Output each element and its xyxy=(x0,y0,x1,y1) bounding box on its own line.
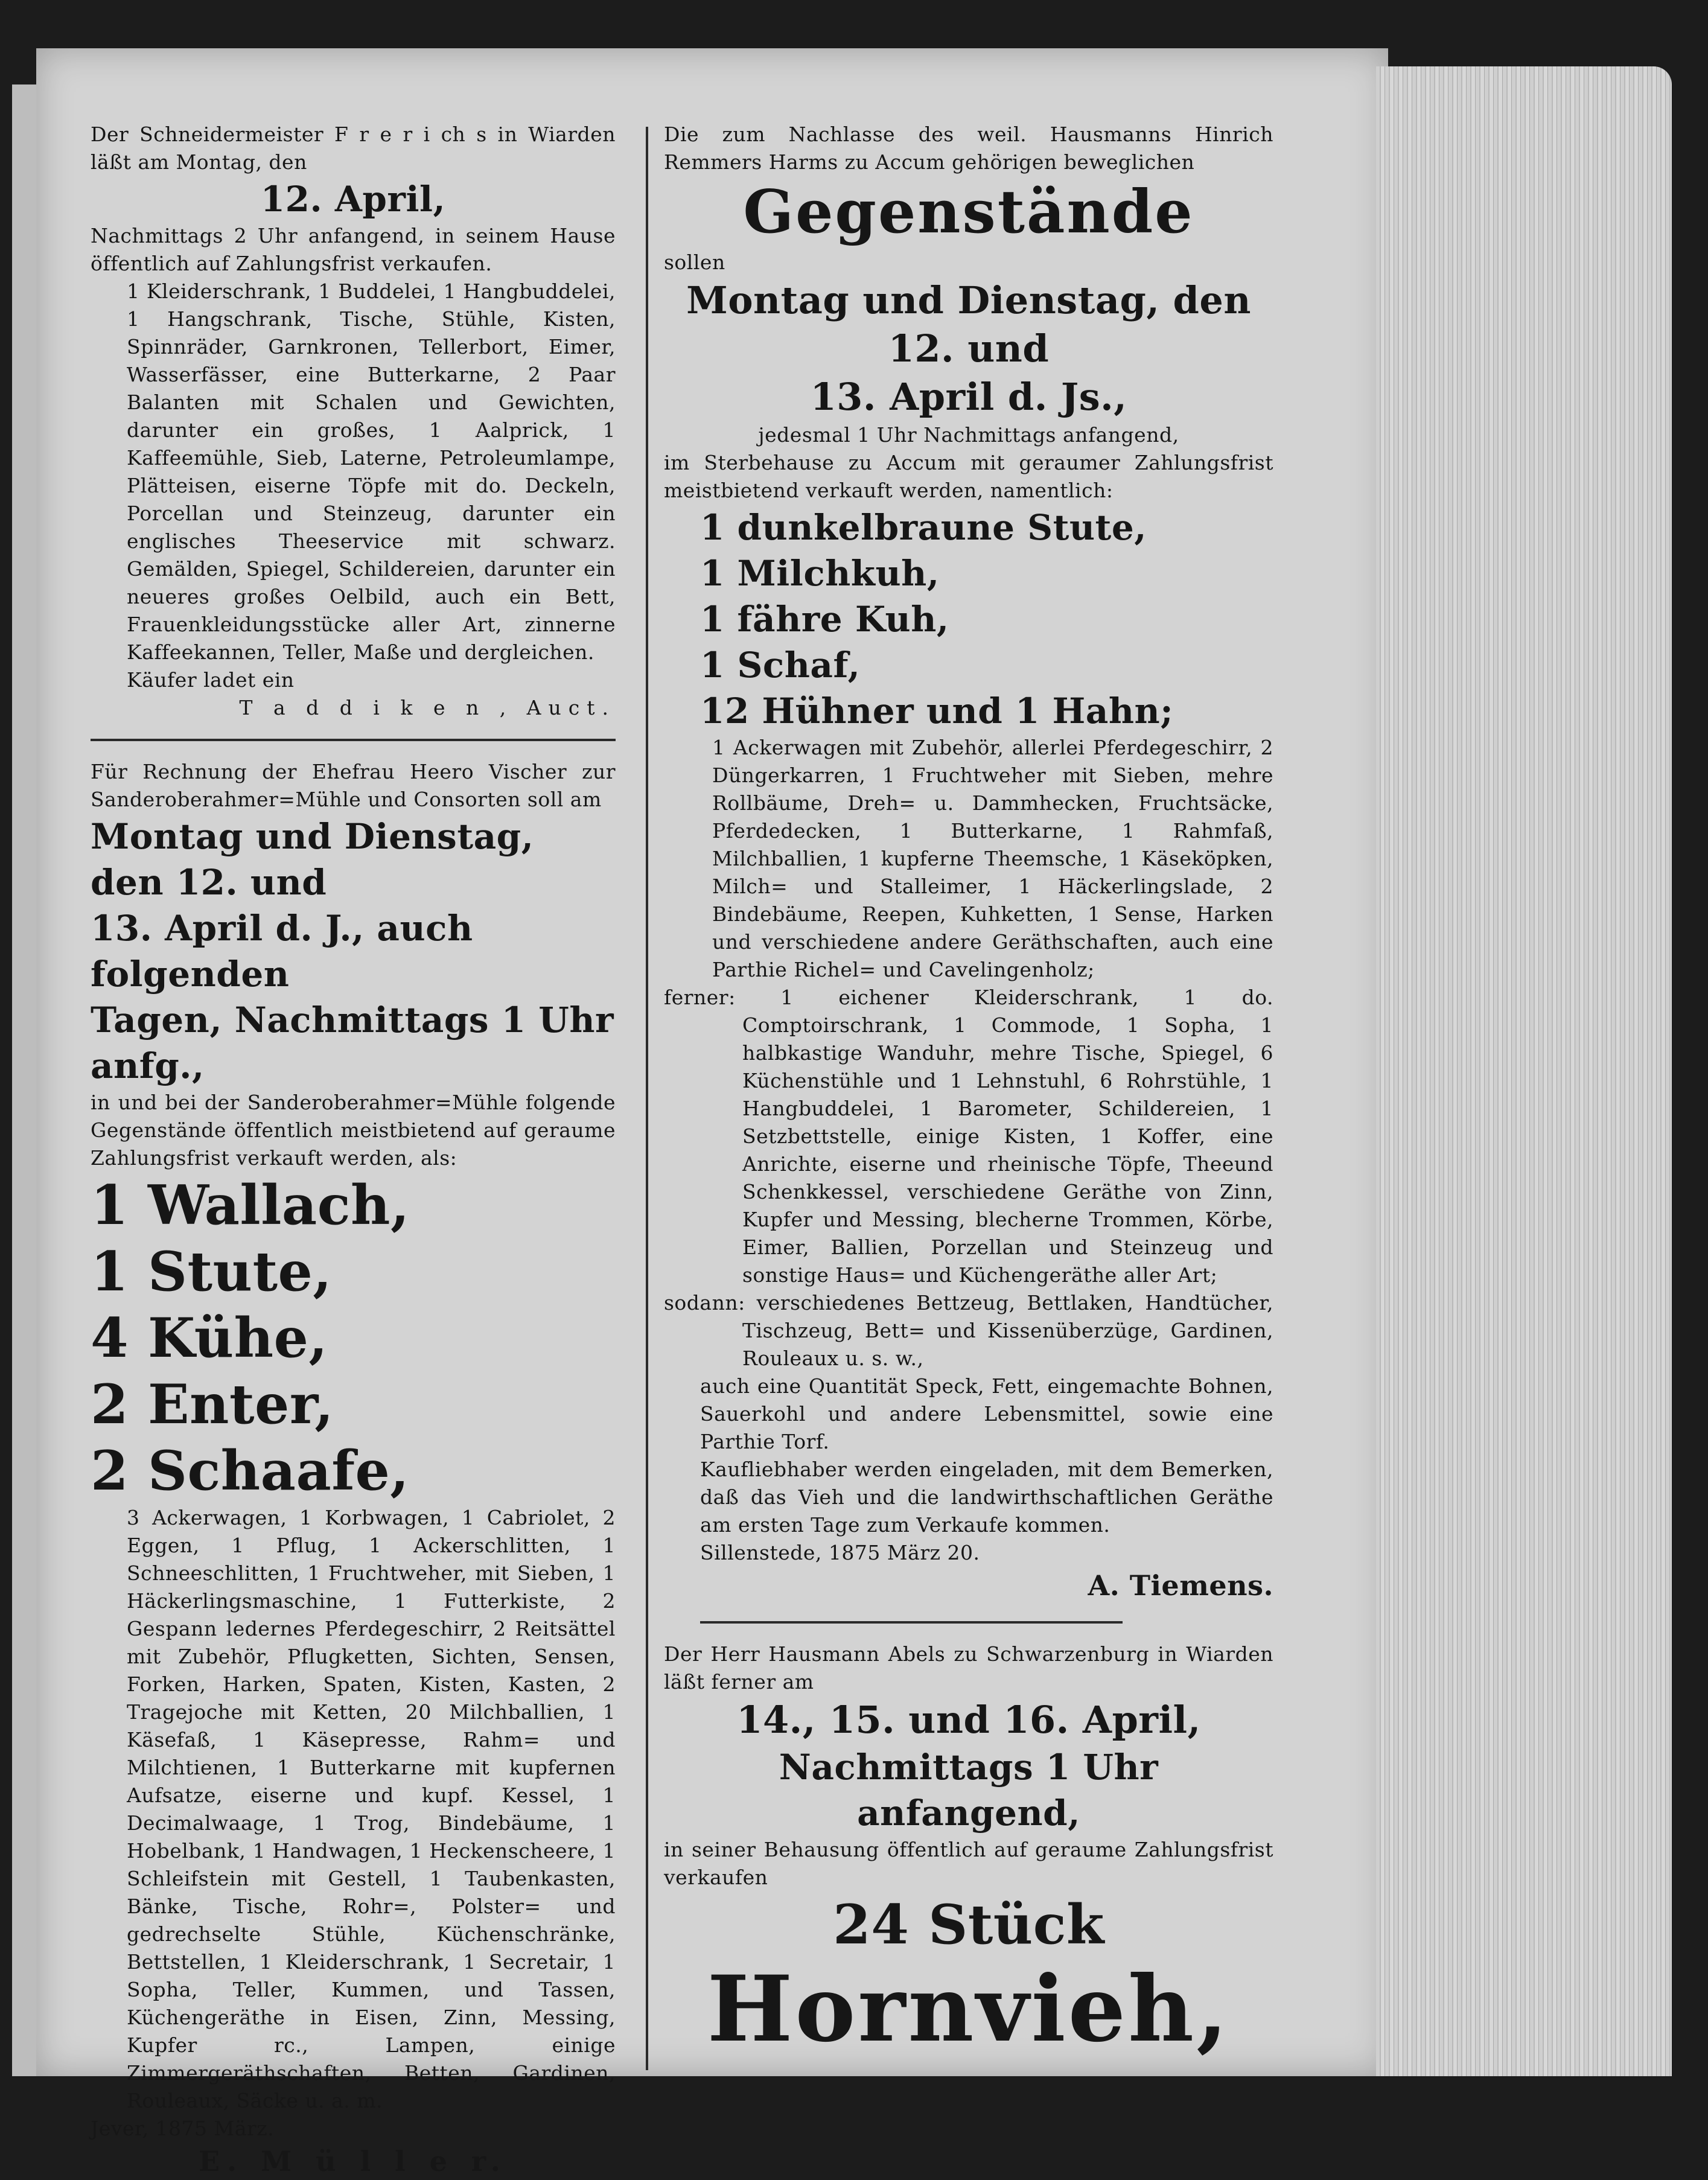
advert-count: 24 Stück xyxy=(833,1893,1104,1957)
advert-intro: Die zum Nachlasse des weil. Hausmanns Hinrich Remmers Harms zu Accum gehörigen beweglichen xyxy=(664,123,1273,174)
advert-place: in und bei der Sanderoberahmer=Mühle folgende Gegenstände öffentlich meistbietend auf geraume Zahlungsfrist verkauft werden, als: xyxy=(91,1091,616,1170)
animal-line: 1 Milchkuh, xyxy=(700,553,940,594)
advert-items: 1 Ackerwagen mit Zubehör, allerlei Pferdegeschirr, 2 Düngerkarren, 1 Fruchtweher mit Sieben, mehre Rollbäume, Dreh= u. Dammhecken, Fruchtsäcke, Pferdedecken, 1 Butterkarne, 1 Rahmfaß, Milchballien, 1 kupferne Theemsche, 1 Käseköpken, Milch= und Stalleimer, 1 Häckerlingslade, 2 Bindebäume, Reepen, Kuhketten, 1 Sense, Harken und verschiedene andere Geräthschaften, auch eine Parthie Richel= und Cavelingenholz; xyxy=(712,736,1273,981)
animal-line: 1 fähre Kuh, xyxy=(700,599,949,640)
ferner-label: ferner: xyxy=(664,986,736,1009)
animal-line: 2 Schaafe, xyxy=(91,1439,410,1503)
advert-items: 3 Ackerwagen, 1 Korbwagen, 1 Cabriolet, 2 Eggen, 1 Pflug, 1 Ackerschlitten, 1 Schneeschlitten, 1 Fruchtweher, mit Sieben, 1 Häckerlingsmaschine, 1 Futterkiste, 2 Gespann ledernes Pferdegeschirr, 2 Reitsättel mit Zubehör, Pflugketten, Sichten, Sensen, Forken, Harken, Spaten, Kisten, Kasten, 2 Tragejoche mit Ketten, 20 Milchballien, 1 Käsefaß, 1 Käsepresse, Rahm= und Milchtienen, 1 Butterkarne mit kupfernen Aufsatze, eiserne und kupf. Kessel, 1 Decimalwaage, 1 Trog, Bindebäume, 1 Hobelbank, 1 Handwagen, 1 Heckenscheere, 1 Schleifstein mit Gestell, 1 Taubenkasten, Bänke, Tische, Rohr=, Polster= und gedrechselte Stühle, Küchenschränke, Bettstellen, 1 Kleiderschrank, 1 Secretair, 1 Sopha, Teller, Kummen, und Tassen, Küchengeräthe in Eisen, Zinn, Messing, Kupfer rc., Lampen, einige Zimmergeräthschaften, Betten, Gardinen, Rouleaux, Säcke u. a. m. xyxy=(127,1506,616,2112)
advert-date-line: Montag und Dienstag, den 12. und xyxy=(91,816,534,903)
right-column xyxy=(664,121,1273,2060)
animal-line: 2 Enter, xyxy=(91,1372,334,1436)
advert-also: auch eine Quantität Speck, Fett, eingemachte Bohnen, Sauerkohl und andere Lebensmittel, sowie eine Parthie Torf. xyxy=(700,1374,1273,1453)
book-page-edges xyxy=(1376,66,1672,2076)
advert-buyers: Käufer ladet ein xyxy=(127,668,295,692)
advert-place: in seiner Behausung öffentlich auf geraume Zahlungsfrist verkaufen xyxy=(664,1838,1273,1889)
ferner-items: 1 eichener Kleiderschrank, 1 do. Comptoirschrank, 1 Commode, 1 Sopha, 1 halbkastige Wanduhr, mehre Tische, Spiegel, 6 Küchenstühle und 1 Lehnstuhl, 6 Rohrstühle, 1 Hangbuddelei, 1 Barometer, Schildereien, 1 Setzbettstelle, einige Kisten, 1 Koffer, eine Anrichte, eiserne und rheinische Töpfe, Theeund Schenkkessel, verschiedene Geräthe von Zinn, Kupfer und Messing, blecherne Trommen, Körbe, Eimer, Ballien, Porzellan und Steinzeug und sonstige Haus= und Küchengeräthe aller Art; xyxy=(742,986,1273,1287)
advert-note: Kaufliebhaber werden eingeladen, mit dem Bemerken, daß das Vieh und die landwirthschaftlichen Geräthe am ersten Tage zum Verkaufe kommen. xyxy=(700,1458,1273,1537)
advert-intro: Der Schneidermeister F r e r i ch s in Wiarden läßt am Montag, den xyxy=(91,123,616,174)
animal-line: 1 Wallach, xyxy=(91,1173,410,1237)
animal-line: 1 dunkelbraune Stute, xyxy=(700,507,1147,548)
advert-frerichs xyxy=(91,121,616,722)
advert-intro: Für Rechnung der Ehefrau Heero Vischer zur Sanderoberahmer=Mühle und Consorten soll am xyxy=(91,760,616,811)
advert-date-line: 13. April d. J., auch folgenden xyxy=(91,908,473,995)
advert-ferner xyxy=(664,984,1273,1289)
advert-time: Nachmittags 2 Uhr anfangend, in seinem Hause öffentlich auf Zahlungsfrist verkaufen. xyxy=(91,224,616,275)
advert-place: im Sterbehause zu Accum mit geraumer Zahlungsfrist meistbietend verkauft werden, namentlich: xyxy=(664,451,1273,502)
advert-place-date: Sillenstede, 1875 März 20. xyxy=(700,1541,980,1564)
advert-sodann xyxy=(664,1289,1273,1372)
advert-signature: E. M ü l l e r. xyxy=(199,2145,508,2178)
animal-line: 1 Schaf, xyxy=(700,645,861,686)
left-column xyxy=(91,121,616,2180)
column-divider xyxy=(646,127,648,2070)
sodann-label: sodann: xyxy=(664,1291,745,1315)
advert-signature: T a d d i k e n , Auct. xyxy=(239,696,616,719)
advert-date-line: 13. April d. Js., xyxy=(810,375,1127,419)
advert-headline: Gegenstände xyxy=(743,177,1194,247)
advert-vischer xyxy=(91,758,616,2180)
advert-date: 12. April, xyxy=(260,179,446,220)
advert-date: 14., 15. und 16. April, xyxy=(736,1698,1201,1742)
advert-items: 1 Kleiderschrank, 1 Buddelei, 1 Hangbuddelei, 1 Hangschrank, Tische, Stühle, Kisten, Spinnräder, Garnkronen, Tellerbort, Eimer, Wasserfässer, eine Butterkarne, 2 Paar Balanten mit Schalen und Gewichten, darunter ein großes, 1 Aalprick, 1 Kaffeemühle, Sieb, Laterne, Petroleumlampe, Plätteisen, eiserne Töpfe mit do. Deckeln, Porcellan und Steinzeug, darunter ein englisches Theeservice mit schwarz. Gemälden, Spiegel, Schildereien, darunter ein neueres großes Oelbild, auch ein Bett, Frauenkleidungsstücke aller Art, zinnerne Kaffeekannen, Teller, Maße und dergleichen. xyxy=(127,279,616,664)
advert-time: Nachmittags 1 Uhr anfangend, xyxy=(779,1747,1159,1834)
sodann-items: verschiedenes Bettzeug, Bettlaken, Handtücher, Tischzeug, Bett= und Kissenüberzüge, Gardinen, Rouleaux u. s. w., xyxy=(742,1291,1273,1370)
advert-intro: Der Herr Hausmann Abels zu Schwarzenburg in Wiarden läßt ferner am xyxy=(664,1642,1273,1694)
advert-separator xyxy=(91,739,616,741)
advert-separator xyxy=(700,1621,1123,1624)
animal-line: 4 Kühe, xyxy=(91,1306,328,1370)
advert-date-line: Tagen, Nachmittags 1 Uhr anfg., xyxy=(91,999,614,1086)
animal-line: 12 Hühner und 1 Hahn; xyxy=(700,690,1174,731)
advert-place-date: Jever, 1875 März. xyxy=(91,2117,275,2140)
advert-abels xyxy=(664,1640,1273,2060)
advert-sollen: sollen xyxy=(664,250,725,274)
advert-date-line: Montag und Dienstag, den 12. und xyxy=(686,278,1251,371)
animal-line: 1 Stute, xyxy=(91,1240,333,1304)
advert-harms xyxy=(664,121,1273,1604)
advert-headline: Hornvieh, xyxy=(707,1956,1231,2062)
advert-time: jedesmal 1 Uhr Nachmittags anfangend, xyxy=(758,423,1179,447)
advert-signature: A. Tiemens. xyxy=(1088,1569,1273,1602)
